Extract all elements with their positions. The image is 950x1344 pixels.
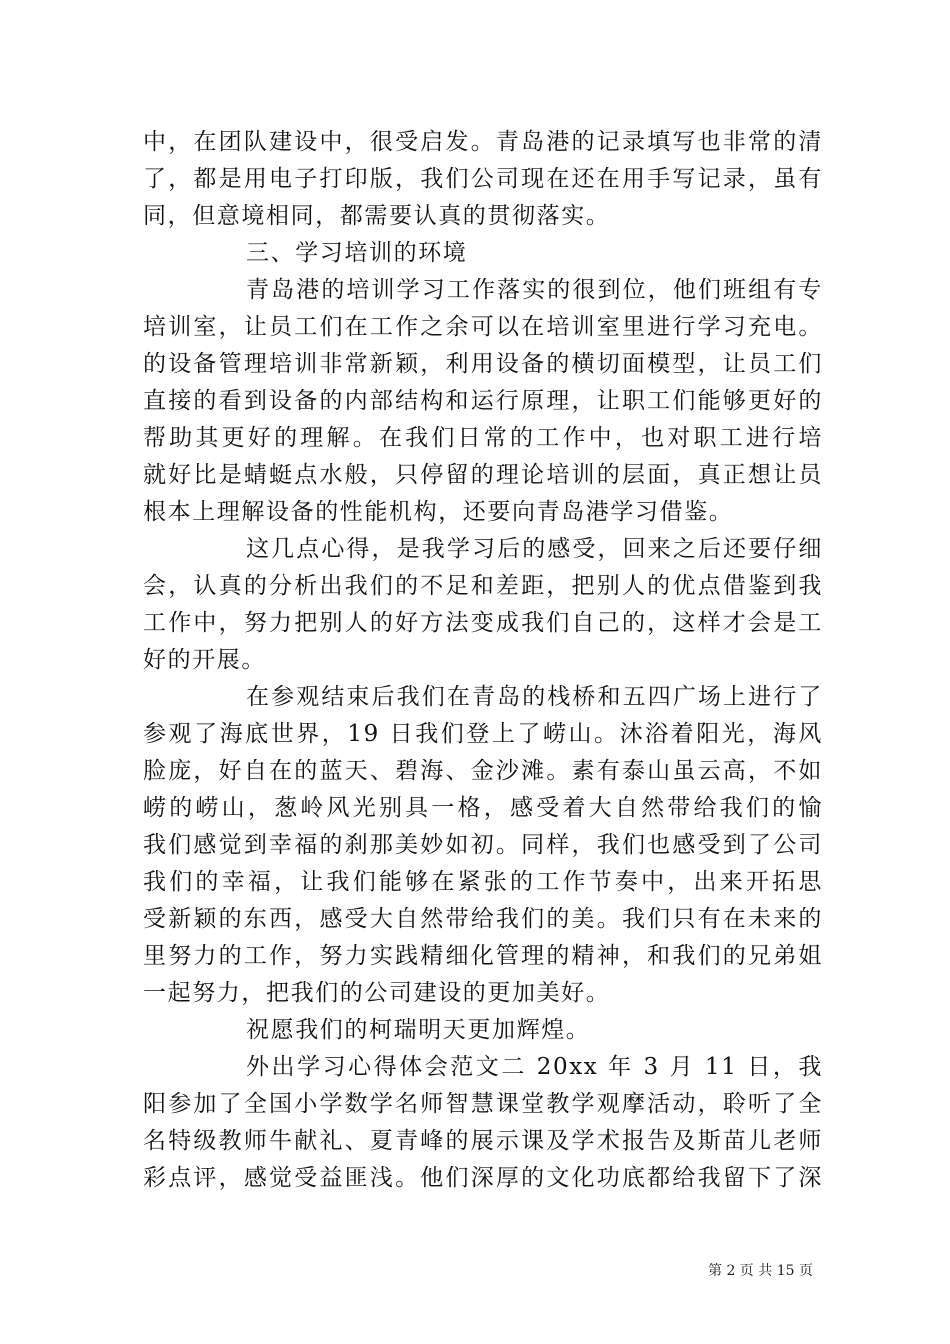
text-line: 外出学习心得体会范文二 20xx 年 3 月 11 日，我 [246,1054,823,1080]
text-line: 直接的看到设备的内部结构和运行原理，让职工们能够更好的 [143,388,823,414]
text-line: 好的开展。 [143,647,266,673]
text-line: 我们感觉到幸福的刹那美妙如初。同样，我们也感受到了公司 [143,832,823,858]
text-line: 我们的幸福，让我们能够在紧张的工作节奏中，出来开拓思 [143,869,823,895]
text-line: 青岛港的培训学习工作落实的很到位，他们班组有专 [246,277,823,303]
text-line: 会，认真的分析出我们的不足和差距，把别人的优点借鉴到我 [143,573,823,599]
section-heading: 三、学习培训的环境 [246,240,468,266]
text-line: 就好比是蜻蜓点水般，只停留的理论培训的层面，真正想让员 [143,462,823,488]
text-line: 根本上理解设备的性能机构，还要向青岛港学习借鉴。 [143,499,734,525]
text-line: 里努力的工作，努力实践精细化管理的精神，和我们的兄弟姐 [143,943,823,969]
text-line: 工作中，努力把别人的好方法变成我们自己的，这样才会是工 [143,610,823,636]
text-line: 名特级教师牛献礼、夏青峰的展示课及学术报告及斯苗儿老师 [143,1128,823,1154]
text-line: 祝愿我们的柯瑞明天更加辉煌。 [246,1017,591,1043]
text-line: 中，在团队建设中，很受启发。青岛港的记录填写也非常的清 [143,129,823,155]
text-line: 阳参加了全国小学数学名师智慧课堂教学观摩活动，聆听了全 [143,1091,823,1117]
text-line: 脸庞，好自在的蓝天、碧海、金沙滩。素有泰山虽云高，不如 [143,758,823,784]
text-line: 同，但意境相同，都需要认真的贯彻落实。 [143,203,611,229]
text-line: 这几点心得，是我学习后的感受，回来之后还要仔细 [246,536,823,562]
text-line: 崂的崂山，葱岭风光别具一格，感受着大自然带给我们的愉 [143,795,823,821]
text-line: 培训室，让员工们在工作之余可以在培训室里进行学习充电。 [143,314,823,340]
text-line: 彩点评，感觉受益匪浅。他们深厚的文化功底都给我留下了深 [143,1165,823,1191]
text-line: 了，都是用电子打印版，我们公司现在还在用手写记录，虽有 [143,166,823,192]
text-line: 受新颖的东西，感受大自然带给我们的美。我们只有在未来的 [143,906,823,932]
text-line: 帮助其更好的理解。在我们日常的工作中，也对职工进行培 [143,425,823,451]
page-number-footer: 第 2 页 共 15 页 [708,1263,813,1279]
text-line: 参观了海底世界，19 日我们登上了崂山。沐浴着阳光，海风 [143,721,823,747]
text-line: 的设备管理培训非常新颖，利用设备的横切面模型，让员工们 [143,351,823,377]
text-line: 一起努力，把我们的公司建设的更加美好。 [143,980,611,1006]
text-line: 在参观结束后我们在青岛的栈桥和五四广场上进行了 [246,684,823,710]
